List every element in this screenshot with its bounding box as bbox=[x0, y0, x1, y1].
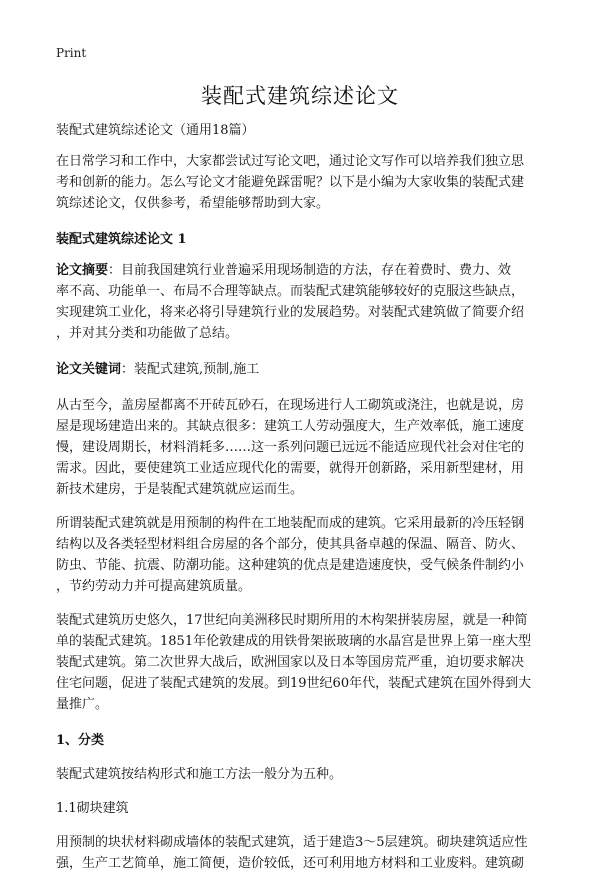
intro-paragraph bbox=[56, 151, 548, 214]
paragraph-line: 所谓装配式建筑就是用预制的构件在工地装配而成的建筑。它采用最新的冷压轻钢 bbox=[56, 516, 525, 531]
intro-line: 筑综述论文，仅供参考，希望能够帮助到大家。 bbox=[56, 196, 330, 211]
paragraph-line: 量推广。 bbox=[56, 697, 109, 712]
keywords-label: 论文关键词 bbox=[56, 362, 122, 377]
paragraph-line: 装配式建筑。第二次世界大战后，欧洲国家以及日本等国房荒严重，迫切要求解决 bbox=[56, 655, 525, 670]
abstract-line: ，并对其分类和功能做了总结。 bbox=[56, 326, 239, 341]
paragraph-line: 单的装配式建筑。1851年伦敦建成的用铁骨架嵌玻璃的水晶宫是世界上第一座大型 bbox=[56, 634, 532, 649]
keywords-line bbox=[56, 359, 548, 380]
subtitle: 装配式建筑综述论文（通用18篇） bbox=[56, 123, 255, 138]
paragraph-line: 装配式建筑历史悠久，17世纪向美洲移民时期所用的木构架拼装房屋，就是一种简 bbox=[56, 613, 528, 628]
paragraph-line: 屋是现场建造出来的。其缺点很多：建筑工人劳动强度大，生产效率低，施工速度 bbox=[56, 419, 525, 434]
paragraph-line: ，节约劳动力并可提高建筑质量。 bbox=[56, 579, 252, 594]
body-paragraph bbox=[56, 610, 548, 715]
document-body bbox=[56, 120, 548, 874]
paragraph-line: 防虫、节能、抗震、防潮功能。这种建筑的优点是建造速度快，受气候条件制约小 bbox=[56, 558, 525, 573]
paragraph-line: 新技术建房，于是装配式建筑就应运而生。 bbox=[56, 482, 304, 497]
paragraph-line: 结构以及各类轻型材料组合房屋的各个部分，使其具备卓越的保温、隔音、防火、 bbox=[56, 537, 525, 552]
paragraph-line: 用预制的块状材料砌成墙体的装配式建筑，适于建造3～5层建筑。砌块建筑适应性 bbox=[56, 835, 528, 850]
section-heading-classify: 1、分类 bbox=[56, 733, 105, 748]
keywords-text: ：装配式建筑,预制,施工 bbox=[121, 362, 260, 377]
abstract-line: 实现建筑工业化，将来必将引导建筑行业的发展趋势。对装配式建筑做了简要介绍 bbox=[56, 305, 525, 320]
abstract-text: ：目前我国建筑行业普遍采用现场制造的方法，存在着费时、费力、效 bbox=[108, 263, 512, 278]
paragraph-line: 强，生产工艺简单，施工简便，造价较低，还可利用地方材料和工业废料。建筑砌 bbox=[56, 856, 525, 871]
classify-text: 装配式建筑按结构形式和施工方法一般分为五种。 bbox=[56, 767, 343, 782]
abstract-line: 率不高、功能单一、布局不合理等缺点。而装配式建筑能够较好的克服这些缺点， bbox=[56, 284, 525, 299]
subsection-heading-block: 1.1砌块建筑 bbox=[56, 801, 129, 816]
print-link[interactable]: Print bbox=[56, 46, 87, 60]
document-title: 装配式建筑综述论文 bbox=[201, 84, 399, 108]
body-paragraph bbox=[56, 832, 548, 874]
paragraph-line: 从古至今，盖房屋都离不开砖瓦砂石，在现场进行人工砌筑或浇注，也就是说，房 bbox=[56, 398, 525, 413]
paragraph-line: 住宅问题，促进了装配式建筑的发展。到19世纪60年代，装配式建筑在国外得到大 bbox=[56, 676, 532, 691]
intro-line: 考和创新的能力。怎么写论文才能避免踩雷呢？以下是小编为大家收集的装配式建 bbox=[56, 175, 525, 190]
section-heading: 装配式建筑综述论文 1 bbox=[56, 232, 187, 247]
paragraph-line: 慢，建设周期长，材料消耗多……这一系列问题已远远不能适应现代社会对住宅的 bbox=[56, 440, 525, 455]
abstract-label: 论文摘要 bbox=[56, 263, 109, 278]
abstract-paragraph bbox=[56, 260, 548, 344]
body-paragraph bbox=[56, 395, 548, 500]
abstract-line bbox=[56, 260, 548, 281]
intro-line: 在日常学习和工作中，大家都尝试过写论文吧，通过论文写作可以培养我们独立思 bbox=[56, 154, 525, 169]
paragraph-line: 需求。因此，要使建筑工业适应现代化的需要，就得开创新路，采用新型建材，用 bbox=[56, 461, 525, 476]
body-paragraph bbox=[56, 513, 548, 597]
